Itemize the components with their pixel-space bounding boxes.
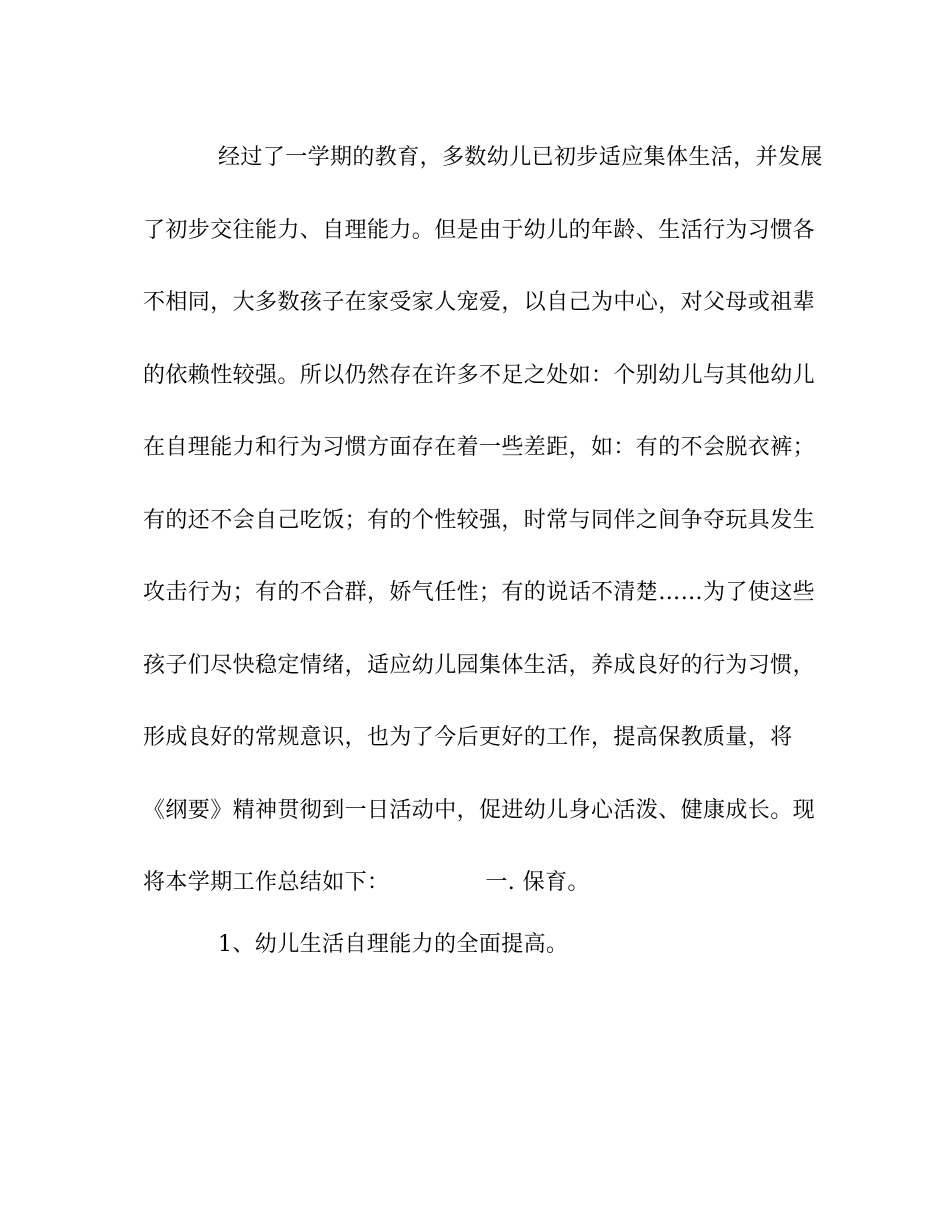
paragraph-line: 的依赖性较强。所以仍然存在许多不足之处如：个别幼儿与其他幼儿 bbox=[143, 363, 816, 388]
paragraph-line-end: 将本学期工作总结如下： bbox=[143, 870, 390, 895]
paragraph-line: 攻击行为；有的不合群，娇气任性；有的说话不清楚……为了使这些 bbox=[143, 580, 816, 605]
paragraph-line: 在自理能力和行为习惯方面存在着一些差距，如：有的不会脱衣裤； bbox=[143, 435, 816, 460]
paragraph-line: 《纲要》精神贯彻到一日活动中，促进幼儿身心活泼、健康成长。现 bbox=[143, 798, 816, 823]
paragraph-line: 不相同，大多数孩子在家受家人宠爱，以自己为中心，对父母或祖辈 bbox=[143, 290, 816, 315]
paragraph-line: 形成良好的常规意识，也为了今后更好的工作，提高保教质量，将 bbox=[143, 725, 793, 750]
paragraph-line: 了初步交往能力、自理能力。但是由于幼儿的年龄、生活行为习惯各 bbox=[143, 218, 816, 243]
paragraph-line: 经过了一学期的教育，多数幼儿已初步适应集体生活，并发展 bbox=[218, 145, 823, 170]
paragraph-line: 有的还不会自己吃饭；有的个性较强，时常与同伴之间争夺玩具发生 bbox=[143, 508, 816, 533]
subsection-heading: 1、幼儿生活自理能力的全面提高。 bbox=[218, 932, 569, 957]
paragraph-line-with-heading bbox=[143, 868, 590, 898]
paragraph-line: 孩子们尽快稳定情绪，适应幼儿园集体生活，养成良好的行为习惯， bbox=[143, 653, 816, 678]
section-heading: 一. 保育。 bbox=[485, 870, 590, 895]
